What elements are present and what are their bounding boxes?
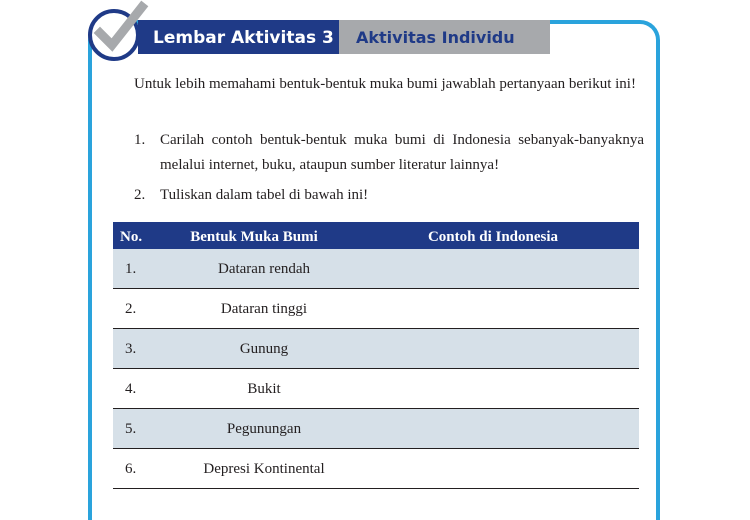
row-landform: Pegunungan bbox=[226, 421, 302, 437]
activity-type: Aktivitas Individu bbox=[339, 20, 550, 54]
header-example: Contoh di Indonesia bbox=[427, 229, 559, 245]
row-number: 6. bbox=[125, 461, 137, 477]
table-row bbox=[113, 329, 639, 369]
row-number: 1. bbox=[125, 261, 137, 277]
instruction-text: Carilah contoh bentuk-bentuk muka bumi di Indonesia sebanyak-banyaknya melalui internet, buku, ataupun sumber literatur lainnya! bbox=[160, 132, 644, 173]
row-number: 3. bbox=[125, 341, 137, 357]
header-landform: Bentuk Muka Bumi bbox=[190, 229, 318, 245]
checkmark-icon bbox=[86, 0, 156, 59]
row-landform: Depresi Kontinental bbox=[203, 461, 325, 477]
row-number: 2. bbox=[125, 301, 137, 317]
instruction-number: 2. bbox=[134, 187, 146, 203]
instruction-number: 1. bbox=[134, 132, 146, 148]
row-number: 5. bbox=[125, 421, 137, 437]
row-landform: Bukit bbox=[247, 381, 281, 397]
row-landform: Gunung bbox=[239, 341, 289, 357]
table-row bbox=[113, 369, 639, 409]
activity-label: Lembar Aktivitas 3 bbox=[138, 20, 339, 54]
row-number: 4. bbox=[125, 381, 137, 397]
instruction-list bbox=[134, 128, 644, 213]
instruction-item bbox=[134, 183, 644, 208]
table-row bbox=[113, 249, 639, 289]
table-row bbox=[113, 449, 639, 489]
table-header bbox=[113, 222, 639, 249]
checkmark-badge bbox=[88, 9, 140, 61]
landform-table bbox=[113, 222, 639, 489]
table-row bbox=[113, 409, 639, 449]
instruction-text: Tuliskan dalam tabel di bawah ini! bbox=[160, 187, 369, 203]
row-landform: Dataran rendah bbox=[217, 261, 311, 277]
intro-text: Untuk lebih memahami bentuk-bentuk muka bumi jawablah pertanyaan berikut ini! bbox=[134, 76, 636, 92]
instruction-item bbox=[134, 128, 644, 178]
header-no: No. bbox=[120, 229, 143, 245]
table-row bbox=[113, 289, 639, 329]
row-landform: Dataran tinggi bbox=[220, 301, 308, 317]
